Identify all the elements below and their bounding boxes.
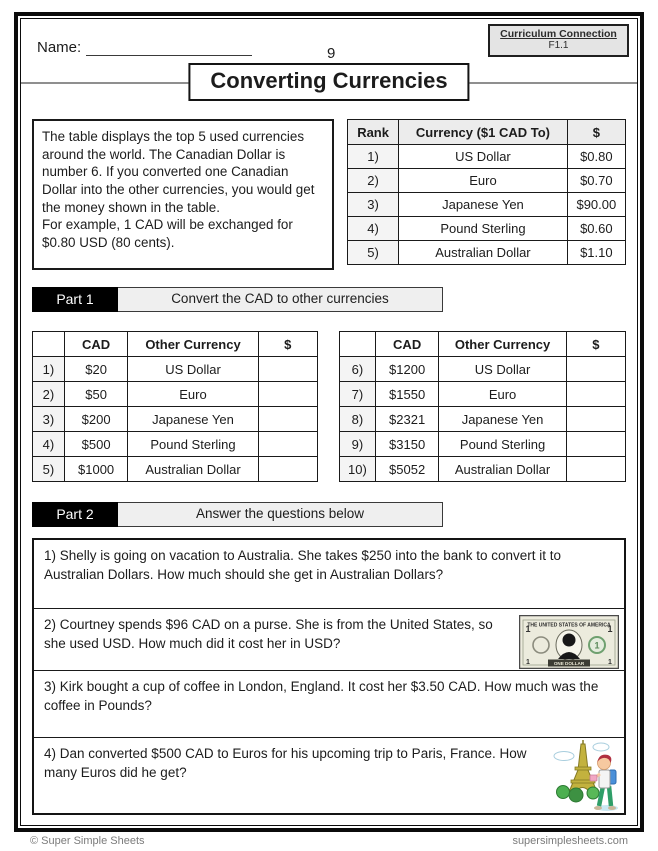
convert-table-row xyxy=(33,357,318,382)
convert-table-row xyxy=(340,407,626,432)
dollar-column-header: $ xyxy=(258,332,317,357)
svg-text:1: 1 xyxy=(607,624,613,634)
question-2-text: 2) Courtney spends $96 CAD on a purse. She is from the United States, so she used USD. How much did it cost her in USD? xyxy=(44,617,493,651)
rank-cell: 2) xyxy=(347,169,398,193)
name-input-line[interactable] xyxy=(86,40,252,56)
blank-corner-cell xyxy=(340,332,376,357)
page-title: Converting Currencies xyxy=(188,63,469,101)
other-currency-cell: US Dollar xyxy=(128,357,258,382)
other-currency-cell: Pound Sterling xyxy=(128,432,258,457)
rank-cell: 4) xyxy=(347,217,398,241)
rank-cell: 5) xyxy=(347,241,398,265)
value-cell: $0.80 xyxy=(567,145,625,169)
question-4-text: 4) Dan converted $500 CAD to Euros for his upcoming trip to Paris, France. How many Euros did he get? xyxy=(44,746,527,780)
question-1 xyxy=(34,540,624,609)
cad-amount-cell: $1000 xyxy=(64,457,128,482)
value-cell: $0.60 xyxy=(567,217,625,241)
answer-blank-cell[interactable] xyxy=(566,357,625,382)
question-3 xyxy=(34,671,624,738)
row-number-cell: 2) xyxy=(33,382,65,407)
cad-amount-cell: $1550 xyxy=(375,382,439,407)
other-currency-cell: Pound Sterling xyxy=(439,432,566,457)
part2-bar xyxy=(32,502,626,527)
question-3-text: 3) Kirk bought a cup of coffee in London, England. It cost her $3.50 CAD. How much was the coffee in Pounds? xyxy=(44,679,599,713)
curriculum-connection-title: Curriculum Connection xyxy=(500,28,617,40)
convert-table-row xyxy=(340,382,626,407)
other-currency-cell: Euro xyxy=(128,382,258,407)
convert-table-header-row xyxy=(33,332,318,357)
part1-bar xyxy=(32,287,626,312)
cad-amount-cell: $3150 xyxy=(375,432,439,457)
other-currency-column-header: Other Currency xyxy=(439,332,566,357)
row-number-cell: 6) xyxy=(340,357,376,382)
answer-blank-cell[interactable] xyxy=(566,432,625,457)
other-currency-cell: Australian Dollar xyxy=(128,457,258,482)
convert-table-row xyxy=(33,432,318,457)
convert-table-right xyxy=(339,331,626,482)
rank-cell: 1) xyxy=(347,145,398,169)
paris-trip-illustration xyxy=(551,740,621,812)
answer-blank-cell[interactable] xyxy=(258,382,317,407)
other-currency-cell: Japanese Yen xyxy=(439,407,566,432)
row-number-cell: 10) xyxy=(340,457,376,482)
svg-text:1: 1 xyxy=(526,659,530,666)
svg-text:THE UNITED STATES OF AMERICA: THE UNITED STATES OF AMERICA xyxy=(527,622,611,629)
main-content xyxy=(21,119,637,815)
value-cell: $1.10 xyxy=(567,241,625,265)
cad-amount-cell: $20 xyxy=(64,357,128,382)
part1-instruction: Convert the CAD to other currencies xyxy=(118,287,443,312)
cad-amount-cell: $200 xyxy=(64,407,128,432)
questions-box xyxy=(32,538,626,815)
row-number-cell: 9) xyxy=(340,432,376,457)
answer-blank-cell[interactable] xyxy=(258,432,317,457)
cad-amount-cell: $5052 xyxy=(375,457,439,482)
rank-table-row xyxy=(347,217,625,241)
rank-column-header: Rank xyxy=(347,120,398,145)
cad-column-header: CAD xyxy=(375,332,439,357)
svg-text:1: 1 xyxy=(608,659,612,666)
other-currency-cell: Euro xyxy=(439,382,566,407)
currency-column-header: Currency ($1 CAD To) xyxy=(399,120,568,145)
convert-table-row xyxy=(340,357,626,382)
intro-text-box xyxy=(32,119,334,270)
rank-table-row xyxy=(347,169,625,193)
question-1-text: 1) Shelly is going on vacation to Australia. She takes $250 into the bank to convert it to Australian Dollars. How much should she get in Australian Dollars? xyxy=(44,548,562,582)
currency-cell: Euro xyxy=(399,169,568,193)
answer-blank-cell[interactable] xyxy=(258,457,317,482)
question-4 xyxy=(34,738,624,813)
cad-column-header: CAD xyxy=(64,332,128,357)
convert-table-left xyxy=(32,331,318,482)
answer-blank-cell[interactable] xyxy=(566,382,625,407)
page-border-inner xyxy=(20,18,638,826)
other-currency-column-header: Other Currency xyxy=(128,332,258,357)
footer-copyright: © Super Simple Sheets xyxy=(30,835,145,847)
answer-blank-cell[interactable] xyxy=(566,407,625,432)
footer xyxy=(30,835,628,847)
row-number-cell: 5) xyxy=(33,457,65,482)
convert-table-row xyxy=(33,457,318,482)
svg-text:1: 1 xyxy=(525,624,531,634)
answer-blank-cell[interactable] xyxy=(566,457,625,482)
rank-table-row xyxy=(347,241,625,265)
page-border xyxy=(14,12,644,832)
cad-amount-cell: $50 xyxy=(64,382,128,407)
part1-label: Part 1 xyxy=(32,287,118,312)
row-number-cell: 3) xyxy=(33,407,65,432)
curriculum-connection-code: F1.1 xyxy=(548,40,569,51)
name-label: Name: xyxy=(37,39,82,56)
intro-row xyxy=(32,119,626,270)
other-currency-cell: Japanese Yen xyxy=(128,407,258,432)
answer-blank-cell[interactable] xyxy=(258,407,317,432)
rank-table xyxy=(347,119,626,265)
convert-table-row xyxy=(33,382,318,407)
other-currency-cell: US Dollar xyxy=(439,357,566,382)
rank-table-row xyxy=(347,193,625,217)
part1-tables xyxy=(32,331,626,482)
dollar-column-header: $ xyxy=(567,120,625,145)
currency-cell: Pound Sterling xyxy=(399,217,568,241)
cad-amount-cell: $2321 xyxy=(375,407,439,432)
convert-table-row xyxy=(340,457,626,482)
rank-table-header-row xyxy=(347,120,625,145)
currency-cell: US Dollar xyxy=(399,145,568,169)
part2-instruction: Answer the questions below xyxy=(118,502,443,527)
rank-cell: 3) xyxy=(347,193,398,217)
convert-table-header-row xyxy=(340,332,626,357)
svg-text:ONE DOLLAR: ONE DOLLAR xyxy=(553,661,585,666)
page-number: 9 xyxy=(327,45,336,62)
dollar-column-header: $ xyxy=(566,332,625,357)
header xyxy=(21,19,637,107)
currency-cell: Japanese Yen xyxy=(399,193,568,217)
row-number-cell: 7) xyxy=(340,382,376,407)
cad-amount-cell: $500 xyxy=(64,432,128,457)
convert-table-row xyxy=(33,407,318,432)
value-cell: $0.70 xyxy=(567,169,625,193)
cad-amount-cell: $1200 xyxy=(375,357,439,382)
intro-paragraph-2: For example, 1 CAD will be exchanged for $0.80 USD (80 cents). xyxy=(42,217,293,251)
answer-blank-cell[interactable] xyxy=(258,357,317,382)
rank-table-row xyxy=(347,145,625,169)
svg-text:1: 1 xyxy=(594,640,600,651)
convert-table-row xyxy=(340,432,626,457)
other-currency-cell: Australian Dollar xyxy=(439,457,566,482)
row-number-cell: 8) xyxy=(340,407,376,432)
part2-label: Part 2 xyxy=(32,502,118,527)
blank-corner-cell xyxy=(33,332,65,357)
intro-paragraph-1: The table displays the top 5 used currencies around the world. The Canadian Dollar is number 6. If you converted one Canadian Dollar into the other currencies, you would get the money shown in the table. xyxy=(42,129,315,215)
footer-website: supersimplesheets.com xyxy=(512,835,628,847)
curriculum-connection-box xyxy=(488,24,629,57)
value-cell: $90.00 xyxy=(567,193,625,217)
row-number-cell: 1) xyxy=(33,357,65,382)
row-number-cell: 4) xyxy=(33,432,65,457)
currency-cell: Australian Dollar xyxy=(399,241,568,265)
question-2 xyxy=(34,609,624,671)
one-dollar-bill-image xyxy=(519,615,619,669)
